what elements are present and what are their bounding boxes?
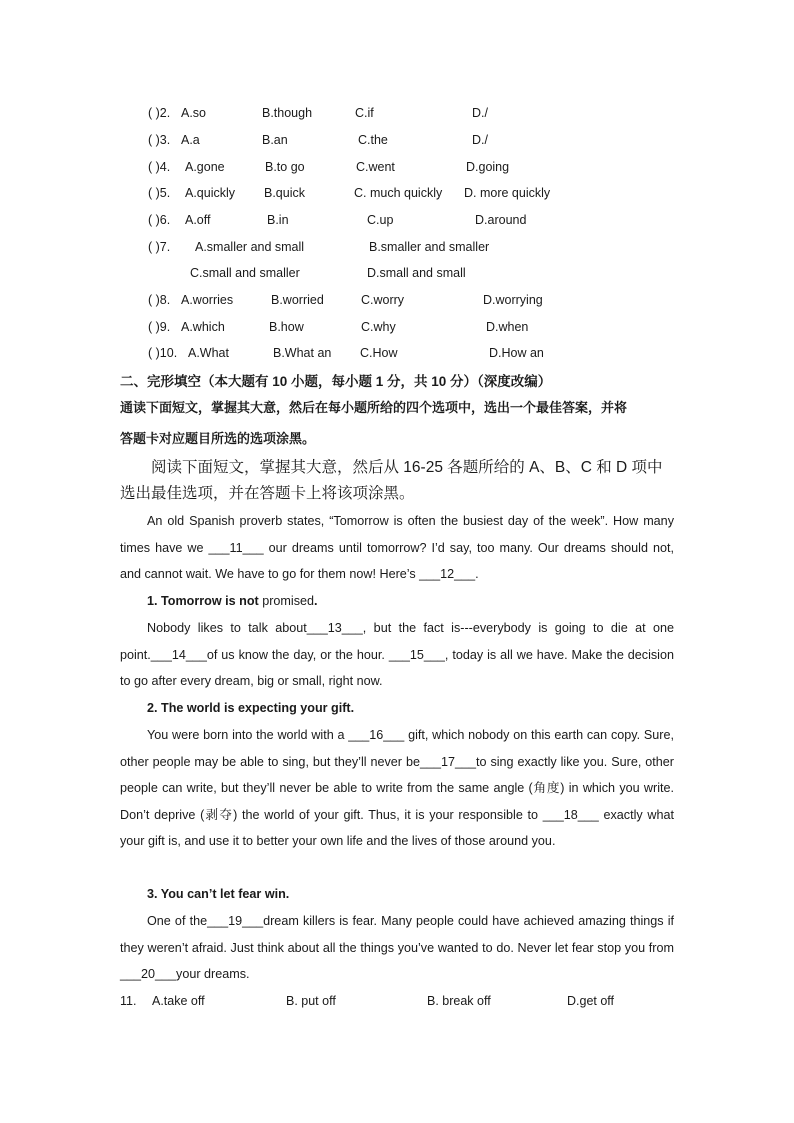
option-d: D.around <box>475 213 527 227</box>
heading-bold-text: 1. Tomorrow is not <box>147 594 259 608</box>
question-number: ( )2. <box>148 106 171 120</box>
passage-heading-1 <box>147 594 318 608</box>
question-number: ( )5. <box>148 186 171 200</box>
option-a: A.quickly <box>185 186 236 200</box>
option-c: C.How <box>360 346 398 360</box>
option-b: B.an <box>262 133 288 147</box>
option-d: D. more quickly <box>464 186 551 200</box>
answer-11-option-d: D.get off <box>567 994 615 1008</box>
option-c: C.small and smaller <box>190 266 300 280</box>
option-a: A.smaller and small <box>195 240 305 254</box>
option-c: C.up <box>367 213 394 227</box>
option-b: B.though <box>262 106 313 120</box>
option-d: D.How an <box>489 346 544 360</box>
question-number: ( )4. <box>148 160 171 174</box>
option-b: B.in <box>267 213 289 227</box>
answer-11-number: 11. <box>120 994 137 1008</box>
instruction-line-2: 答题卡对应题目所选的选项涂黑。 <box>120 431 316 446</box>
question-number: ( )9. <box>148 320 171 334</box>
option-c: C.if <box>355 106 374 120</box>
question-number: ( )3. <box>148 133 171 147</box>
question-number: ( )10. <box>148 346 178 360</box>
option-a: A.so <box>181 106 207 120</box>
option-b: B.worried <box>271 293 324 307</box>
option-a: A.gone <box>185 160 225 174</box>
passage-heading-2: 2. The world is expecting your gift. <box>147 701 355 715</box>
option-a: A.which <box>181 320 225 334</box>
heading-normal-text: promised <box>258 594 315 608</box>
option-a: A.What <box>188 346 229 360</box>
answer-11-option-b: B. put off <box>286 994 336 1008</box>
passage-paragraph-2: Nobody likes to talk about___13___, but the fact is---everybody is going to die at one point.___14___of us know the day, or the hour. ___15___, today is all we have. Make the decision to go after every dream, big or small, right now. <box>120 621 674 689</box>
answer-11-option-a: A.take off <box>152 994 205 1008</box>
option-c: C.the <box>358 133 388 147</box>
option-d: D.when <box>486 320 529 334</box>
instruction-line-1: 通读下面短文，掌握其大意，然后在每小题所给的四个选项中，选出一个最佳答案，并将 <box>120 400 628 415</box>
option-a: A.a <box>181 133 200 147</box>
option-b: B.how <box>269 320 304 334</box>
option-d: D.worrying <box>483 293 543 307</box>
option-d: D./ <box>472 106 488 120</box>
passage-heading-3: 3. You can’t let fear win. <box>147 887 290 901</box>
answer-11-option-c: B. break off <box>427 994 491 1008</box>
heading-end-text: . <box>314 594 318 608</box>
chinese-instruction: 阅读下面短文，掌握其大意，然后从 16-25 各题所给的 A、B、C 和 D 项中选出最佳选项，并在答题卡上将该项涂黑。 <box>120 459 663 502</box>
option-a: A.off <box>185 213 211 227</box>
option-d: D.going <box>466 160 510 174</box>
section-title: 二、完形填空（本大题有 10 小题，每小题 1 分，共 10 分）（深度改编） <box>120 374 552 389</box>
option-b: B.quick <box>264 186 305 200</box>
passage-paragraph-4: One of the___19___dream killers is fear. Many people could have achieved amazing things if they weren’t afraid. Just think about all the things you’ve wanted to do. Never let fear stop you from ___20___your dreams. <box>120 914 674 982</box>
passage-paragraph-3: You were born into the world with a ___16___ gift, which nobody on this earth can copy. Sure, other people may be able to sing, but they’ll never be___17___to sing exactly like you. Sure, other people can write, but they’ll never be able to write from the same angle (角度) in which you write. Don’t deprive (剥夺) the world of your gift. Thus, it is your responsible to ___18___ exactly what your gift is, and use it to better your own life and the lives of those around you. <box>120 728 674 849</box>
option-b: B.to go <box>265 160 305 174</box>
option-d: D.small and small <box>367 266 466 280</box>
option-d: D./ <box>472 133 488 147</box>
question-number: ( )6. <box>148 213 171 227</box>
question-number: ( )7. <box>148 240 171 254</box>
option-c: C.why <box>361 320 396 334</box>
option-b: B.smaller and smaller <box>369 240 490 254</box>
option-b: B.What an <box>273 346 332 360</box>
option-c: C.worry <box>361 293 405 307</box>
option-a: A.worries <box>181 293 234 307</box>
option-c: C. much quickly <box>354 186 443 200</box>
passage-paragraph-1: An old Spanish proverb states, “Tomorrow is often the busiest day of the week”. How many times have we ___11___ our dreams until tomorrow? I’d say, too many. Our dreams should not, and cannot wait. We have to go for them now! Here’s ___12___. <box>120 514 674 582</box>
question-number: ( )8. <box>148 293 171 307</box>
option-c: C.went <box>356 160 395 174</box>
